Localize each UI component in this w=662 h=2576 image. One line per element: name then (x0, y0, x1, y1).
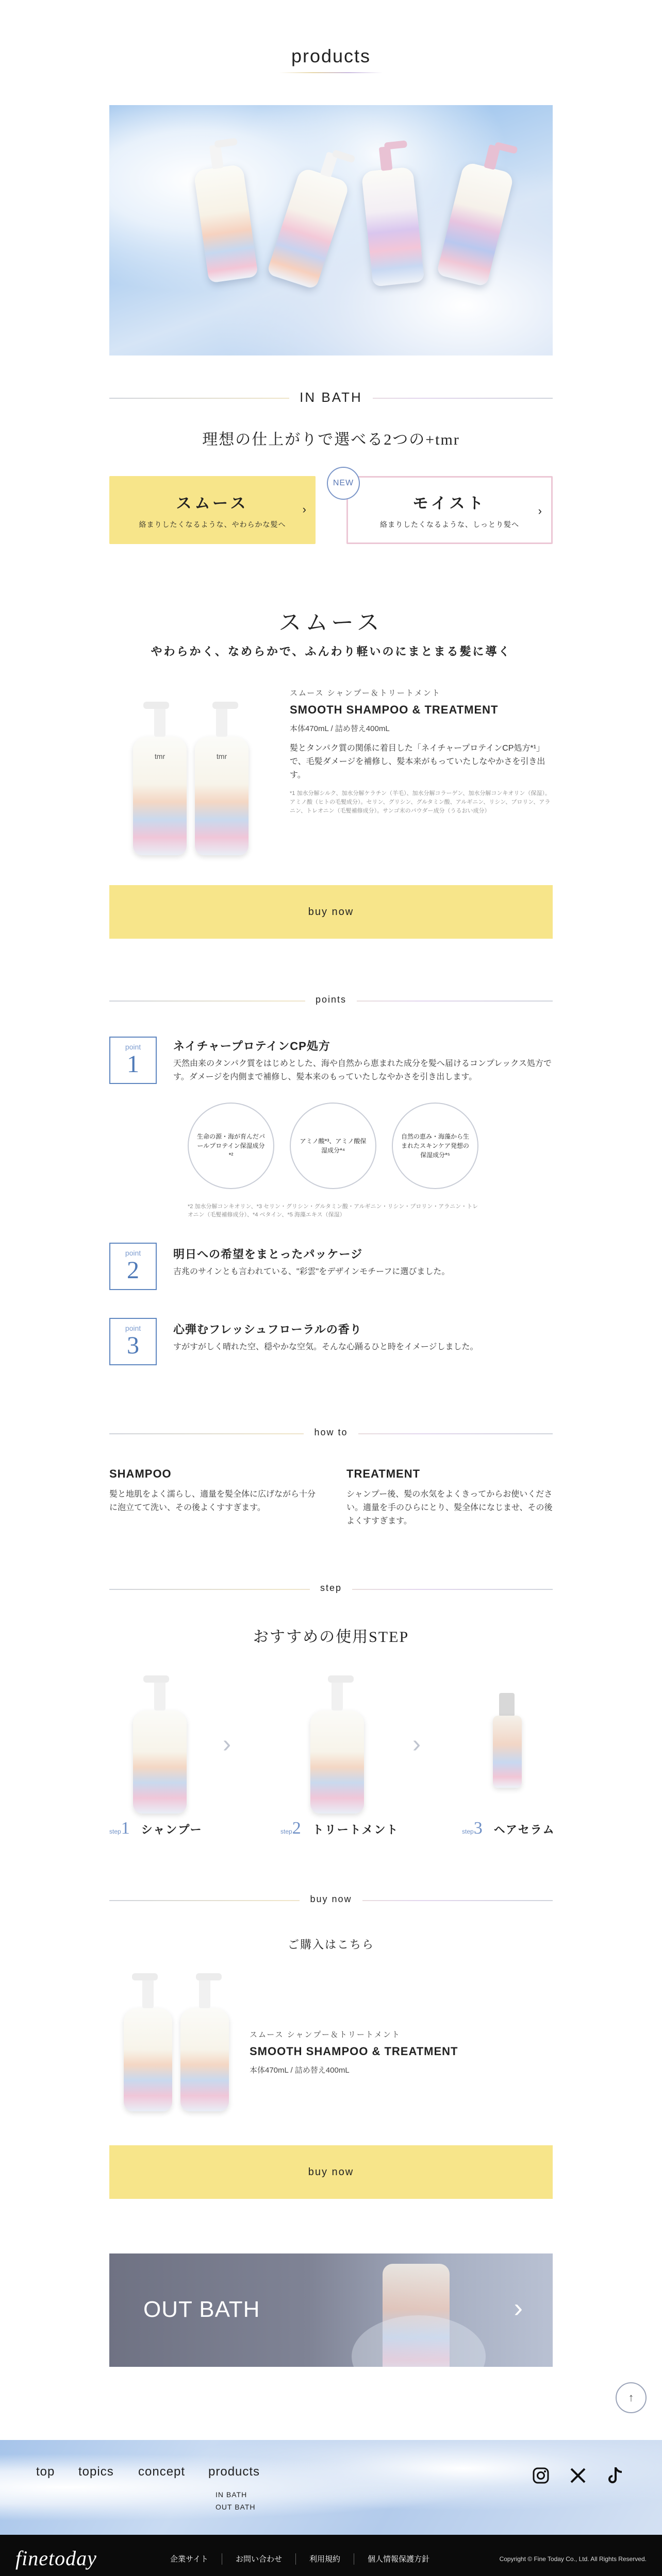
smooth-heading: スムース (278, 610, 384, 635)
point-2-title: 明日への希望をまとったパッケージ (173, 1248, 363, 1261)
step-2-caption: step 2 トリートメント (280, 1819, 399, 1838)
buy-now-product-name: SMOOTH SHAMPOO & TREATMENT (250, 2045, 458, 2058)
how-to-treatment (346, 1467, 553, 1528)
feature-circle-3: 自然の恵み・海藻から生まれたスキンケア発想の保湿成分*⁵ (392, 1103, 478, 1189)
hero-bottle-4 (436, 161, 515, 286)
product-bottle-treatment: tmr (195, 737, 249, 855)
footer-nav-products[interactable]: products (208, 2465, 260, 2479)
link-privacy[interactable]: 個人情報保護方針 (367, 2555, 429, 2564)
back-to-top-button[interactable] (616, 2382, 647, 2413)
in-bath-label: IN BATH (0, 389, 662, 405)
tiktok-icon[interactable] (606, 2466, 624, 2485)
chevron-right-icon: › (514, 2293, 523, 2323)
x-icon[interactable] (569, 2467, 587, 2484)
point-2-text: 吉兆のサインとも言われている、"彩雲"をデザインモチーフに選びました。 (173, 1267, 450, 1276)
bottom-links (170, 2553, 429, 2565)
chevron-right-icon: › (412, 1731, 421, 1758)
point-number-2: point 2 (109, 1243, 157, 1290)
product-note: *1 加水分解シルク、加水分解ケラチン（羊毛）、加水分解コラーゲン、加水分解コンキオリン（保湿）。アミノ酸（ヒトの毛髪成分）。セリン、グリシン、グルタミン酸、アルギニン、リシン、プロリン、アラニン、トレオニン（毛髪補修成分）。サンゴ末のパウダー成分（うるおい成分） (290, 790, 551, 814)
smooth-card[interactable] (109, 476, 316, 544)
step-label: step (0, 1583, 662, 1594)
smooth-card-title: スムース (176, 495, 249, 512)
feature-circle-2: アミノ酸*³、アミノ酸保湿成分*⁴ (290, 1103, 376, 1189)
point-number-3: point 3 (109, 1318, 157, 1365)
hero-bottle-1 (193, 164, 258, 283)
out-bath-water (352, 2315, 486, 2367)
how-to-treatment-text: シャンプー後、髪の水気をよくきってからお使いください。適量を手のひらにとり、髪全体になじませ、その後よくすすぎます。 (346, 1490, 553, 1526)
circle-note: *2 加水分解コンキオリン、*3 セリン・グリシン・グルタミン酸・アルギニン・リシン・プロリン・アラニン・トレオニン（毛髪補修成分）、*4 ベタイン、*5 海藻エキス（保湿） (188, 1204, 478, 1218)
buy-now-product-category: スムース シャンプー＆トリートメント (250, 2030, 401, 2039)
step-subtitle: おすすめの使用STEP (253, 1629, 409, 1646)
product-category: スムース シャンプー＆トリートメント (290, 689, 441, 698)
brand-logo[interactable]: finetoday (15, 2547, 97, 2570)
link-contact[interactable]: お問い合わせ (235, 2555, 282, 2564)
product-bottle-shampoo: tmr (133, 737, 187, 855)
chevron-right-icon: › (302, 503, 306, 516)
step-2-image (306, 1680, 368, 1814)
buy-now-product-volume: 本体470mL / 詰め替え400mL (250, 2066, 350, 2075)
moist-card-title: モイスト (412, 495, 487, 512)
product-description: 髪とタンパク質の関係に着目した「ネイチャープロテインCP処方*¹」で、毛髪ダメージを補修し、髪本来がもっていたしなやかさを引き出す。 (290, 744, 545, 779)
how-to-treatment-title: TREATMENT (346, 1467, 421, 1480)
product-name: SMOOTH SHAMPOO & TREATMENT (290, 703, 499, 716)
points-label: points (0, 994, 662, 1005)
footer-nav-topics[interactable]: topics (78, 2465, 114, 2479)
copyright: Copyright © Fine Today Co., Ltd. All Rights Reserved. (499, 2555, 647, 2563)
hero-bottle-2 (267, 167, 350, 290)
point-3-text: すがすがしく晴れた空、穏やかな空気。そんな心踊るひと時をイメージしました。 (173, 1343, 478, 1351)
title-underline (279, 72, 383, 73)
instagram-icon[interactable] (532, 2467, 550, 2484)
chevron-right-icon: › (223, 1731, 231, 1758)
product-image (124, 690, 258, 855)
in-bath-subtitle: 理想の仕上がりで選べる2つの+tmr (202, 431, 460, 448)
buy-now-button-2[interactable]: buy now (109, 2145, 553, 2199)
new-badge: NEW (327, 467, 360, 500)
arrow-up-icon: ↑ (628, 2391, 634, 2404)
moist-card[interactable] (346, 476, 553, 544)
how-to-shampoo-text: 髪と地肌をよく濡らし、適量を髪全体に広げながら十分に泡立てて洗い、その後よくすすぎます。 (109, 1490, 316, 1512)
out-bath-label: OUT BATH (143, 2297, 260, 2322)
step-1-image (129, 1680, 191, 1814)
step-3-caption: step 3 ヘアセラム (462, 1819, 555, 1838)
smooth-subheading: やわらかく、なめらかで、ふんわり軽いのにまとまる髪に導く (151, 645, 511, 658)
how-to-label: how to (0, 1427, 662, 1438)
footer (0, 2440, 662, 2535)
point-1-title: ネイチャープロテインCP処方 (173, 1040, 330, 1053)
buy-now-button[interactable]: buy now (109, 885, 553, 939)
footer-nav-top[interactable]: top (36, 2465, 55, 2479)
smooth-card-desc: 絡まりしたくなるような、やわらかな髪へ (139, 520, 286, 529)
how-to-shampoo (109, 1467, 316, 1515)
buy-now-product-info (250, 2029, 538, 2075)
step-1-caption: step 1 シャンプー (109, 1819, 203, 1838)
buy-now-product-image (124, 1988, 237, 2111)
point-3-title: 心弾むフレッシュフローラルの香り (173, 1323, 362, 1336)
how-to-shampoo-title: SHAMPOO (109, 1467, 172, 1480)
link-corporate[interactable]: 企業サイト (170, 2555, 208, 2564)
link-terms[interactable]: 利用規約 (309, 2555, 340, 2564)
page-title: products (291, 45, 371, 66)
bottom-bar (0, 2535, 662, 2576)
product-volume: 本体470mL / 詰め替え400mL (290, 724, 390, 733)
hero-image (109, 105, 553, 355)
footer-sub-out-bath[interactable]: OUT BATH (216, 2503, 256, 2511)
buy-now-subtitle: ご購入はこちら (287, 1938, 374, 1951)
footer-nav-concept[interactable]: concept (138, 2465, 186, 2479)
point-number-1: point 1 (109, 1037, 157, 1084)
step-3-image (488, 1693, 534, 1803)
chevron-right-icon: › (538, 504, 542, 517)
hero-bottle-3 (361, 166, 425, 286)
moist-card-desc: 絡まりしたくなるような、しっとり髪へ (380, 520, 519, 529)
feature-circle-1: 生命の源・海が育んだパールプロテイン保湿成分*² (188, 1103, 274, 1189)
point-1-text: 天然由来のタンパク質をはじめとした、海や自然から恵まれた成分を髪へ届けるコンプレックス処方です。ダメージを内側まで補修し、髪本来のもっていたしなやかさを引き出します。 (173, 1059, 552, 1081)
product-info (290, 687, 553, 816)
footer-sub-in-bath[interactable]: IN BATH (216, 2490, 247, 2499)
out-bath-banner[interactable] (109, 2253, 553, 2367)
buy-now-label: buy now (0, 1894, 662, 1905)
